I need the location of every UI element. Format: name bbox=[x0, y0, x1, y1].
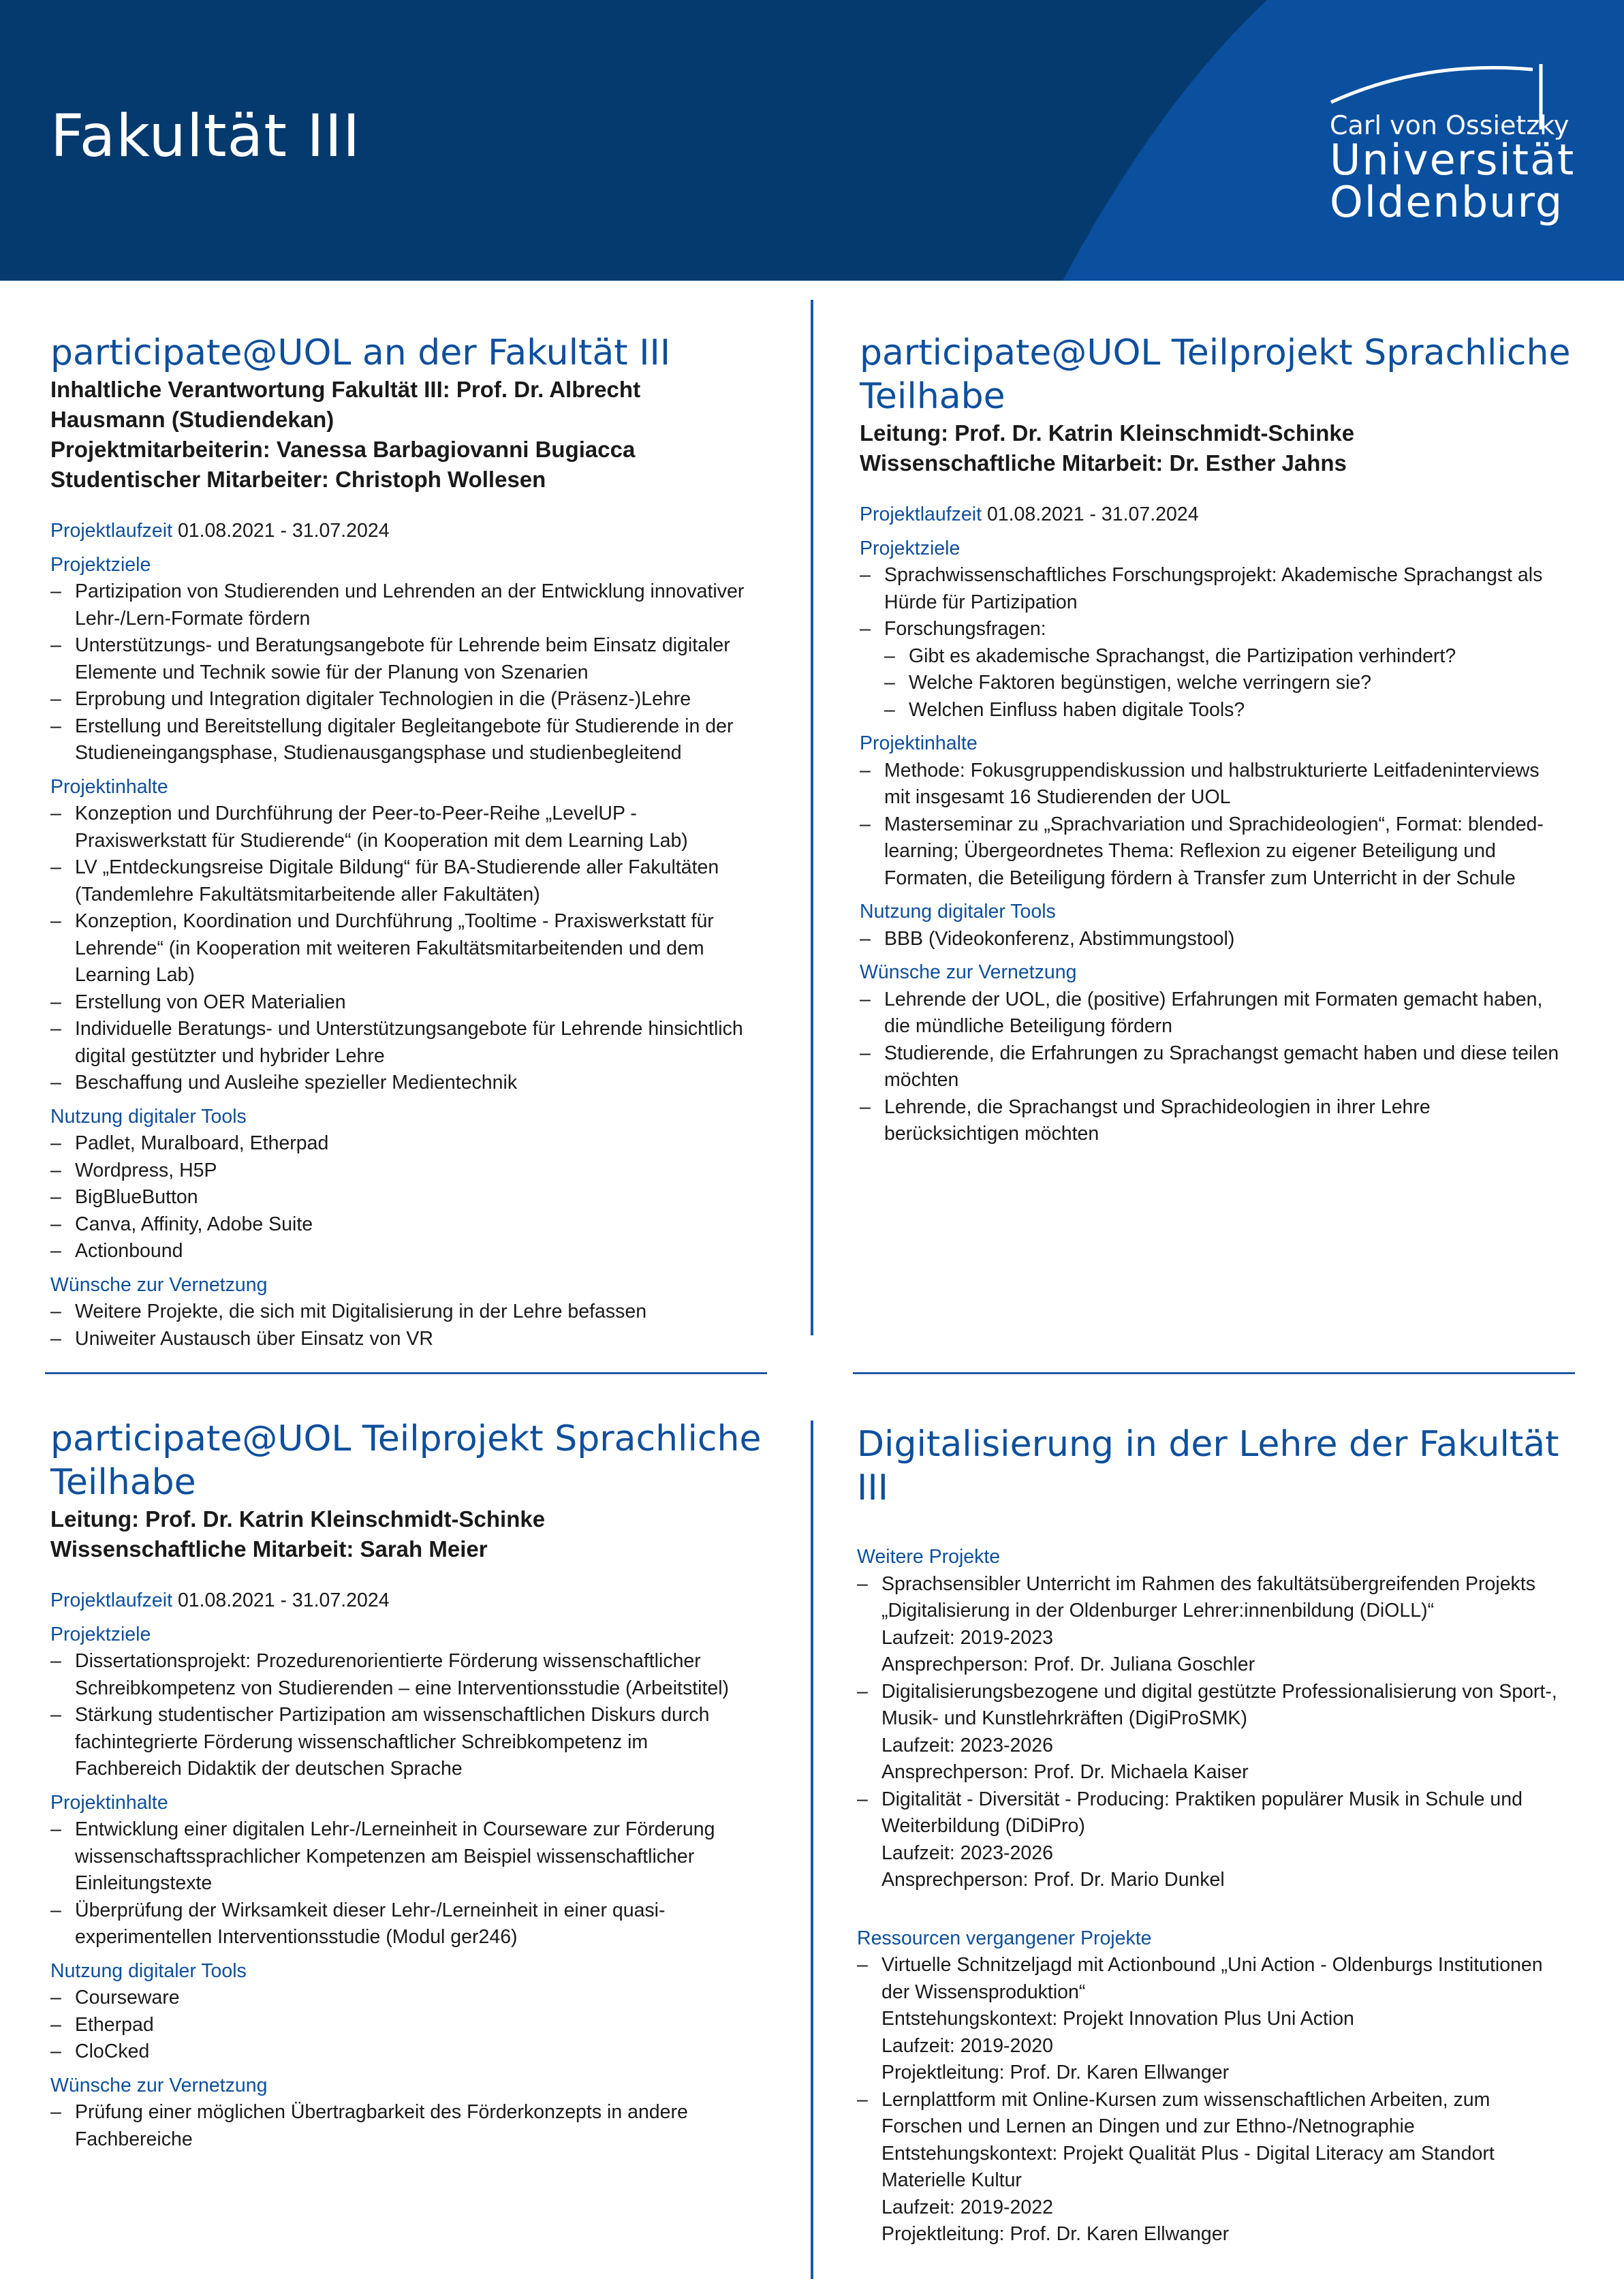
list-item: – Erprobung und Integration digitaler Technologien in die (Präsenz-)Lehre bbox=[50, 686, 779, 713]
section-heading: Projektziele bbox=[50, 1623, 151, 1645]
list-item: – Entwicklung einer digitalen Lehr-/Lerneinheit in Courseware zur Förderung wissenschaftssprachlicher Kompetenzen am Beispiel wissenschaftlicher Einleitungstexte bbox=[50, 1816, 779, 1897]
list-item: – Courseware bbox=[50, 1985, 779, 2012]
divider-horizontal-right bbox=[853, 1372, 1575, 1374]
bullet-list bbox=[857, 1952, 1599, 2248]
bullet-list bbox=[50, 1985, 779, 2066]
section-heading: Projektziele bbox=[50, 553, 151, 576]
logo-line-1: Carl von Ossietzky bbox=[1330, 110, 1570, 140]
bullet-list bbox=[50, 1299, 779, 1352]
section-heading: Nutzung digitaler Tools bbox=[50, 1105, 247, 1128]
meta-line: Projektmitarbeiterin: Vanessa Barbagiovanni Bugiacca bbox=[50, 437, 636, 462]
list-item: – Digitalität - Diversität - Producing: Praktiken populärer Musik in Schule und Weiterbildung (DiDiPro) Laufzeit: 2023-2026 Ansprechperson: Prof. Dr. Mario Dunkel bbox=[857, 1786, 1599, 1894]
list-item: – Forschungsfragen: bbox=[860, 616, 1595, 643]
panel-meta bbox=[860, 418, 1595, 478]
panel-participate-fakultaet bbox=[50, 331, 779, 1352]
logo-line-3: Oldenburg bbox=[1330, 177, 1564, 227]
meta-line: Leitung: Prof. Dr. Katrin Kleinschmidt-Schinke bbox=[860, 420, 1355, 446]
page-header bbox=[0, 0, 1624, 281]
runtime-label: Projektlaufzeit bbox=[50, 1589, 173, 1611]
bullet-list bbox=[50, 801, 779, 1097]
project-runtime bbox=[50, 518, 779, 545]
list-item: – Canva, Affinity, Adobe Suite bbox=[50, 1211, 779, 1239]
bullet-list bbox=[860, 562, 1595, 643]
panel-title: participate@UOL Teilprojekt Sprachliche Teilhabe bbox=[50, 1418, 762, 1503]
meta-line: Inhaltliche Verantwortung Fakultät III: Prof. Dr. Albrecht bbox=[50, 377, 641, 402]
panel-title: participate@UOL an der Fakultät III bbox=[50, 332, 671, 373]
section-heading: Projektinhalte bbox=[50, 1791, 168, 1814]
list-item: – LV „Entdeckungsreise Digitale Bildung“ für BA-Studierende aller Fakultäten (Tandemlehre Fakultätsmitarbeitende aller Fakultäten) bbox=[50, 854, 779, 908]
panel-digitalisierung bbox=[857, 1423, 1599, 2248]
list-item: – Uniweiter Austausch über Einsatz von VR bbox=[50, 1326, 779, 1353]
panel-teilprojekt-meier bbox=[50, 1417, 779, 2153]
bullet-list bbox=[50, 578, 779, 767]
bullet-list bbox=[860, 926, 1595, 953]
list-item: – Lehrende der UOL, die (positive) Erfahrungen mit Formaten gemacht haben, die mündliche Beteiligung fördern bbox=[860, 987, 1595, 1040]
section-heading: Weitere Projekte bbox=[857, 1546, 1001, 1568]
section-heading: Nutzung digitaler Tools bbox=[50, 1959, 247, 1982]
divider-vertical-bottom bbox=[811, 1421, 813, 2279]
list-item: – Lernplattform mit Online-Kursen zum wissenschaftlichen Arbeiten, zum Forschen und Lernen an Dingen und zur Ethno-/Netnographie Entstehungskontext: Projekt Qualität Plus - Digital Literacy am Standort Materielle Kultur Laufzeit: 2019-2022 Projektleitung: Prof. Dr. Karen Ellwanger bbox=[857, 2087, 1599, 2248]
section-heading: Wünsche zur Vernetzung bbox=[50, 1273, 268, 1296]
bullet-list bbox=[50, 1130, 779, 1265]
list-item: – Überprüfung der Wirksamkeit dieser Lehr-/Lerneinheit in einer quasi- experimentellen Interventionsstudie (Modul ger246) bbox=[50, 1897, 779, 1951]
list-item: – BigBlueButton bbox=[50, 1184, 779, 1211]
logo-line-2: Universität bbox=[1330, 135, 1576, 185]
list-item: – Erstellung von OER Materialien bbox=[50, 989, 779, 1017]
runtime-label: Projektlaufzeit bbox=[860, 503, 982, 525]
list-item: – Konzeption und Durchführung der Peer-to-Peer-Reihe „LevelUP - Praxiswerkstatt für Studierende“ (in Kooperation mit dem Learning Lab) bbox=[50, 801, 779, 854]
list-item: – Digitalisierungsbezogene und digital gestützte Professionalisierung von Sport-, Musik- und Kunstlehrkräften (DigiProSMK) Laufzeit: 2023-2026 Ansprechperson: Prof. Dr. Michaela Kaiser bbox=[857, 1679, 1599, 1786]
panel-title: participate@UOL Teilprojekt Sprachliche Teilhabe bbox=[860, 332, 1571, 417]
list-item: – Lehrende, die Sprachangst und Sprachideologien in ihrer Lehre berücksichtigen möchten bbox=[860, 1094, 1595, 1148]
list-item: – Beschaffung und Ausleihe spezieller Medientechnik bbox=[50, 1070, 779, 1097]
list-item: – Gibt es akademische Sprachangst, die Partizipation verhindert? bbox=[884, 643, 1595, 670]
list-item: – Erstellung und Bereitstellung digitaler Begleitangebote für Studierende in der Studieneingangsphase, Studienausgangsphase und studienbegleitend bbox=[50, 713, 779, 767]
runtime-value: 01.08.2021 - 31.07.2024 bbox=[986, 503, 1199, 525]
runtime-value: 01.08.2021 - 31.07.2024 bbox=[177, 1589, 390, 1611]
section-heading: Ressourcen vergangener Projekte bbox=[857, 1927, 1152, 1949]
list-item: – Konzeption, Koordination und Durchführung „Tooltime - Praxiswerkstatt für Lehrende“ (in Kooperation mit weiteren Fakultätsmitarbeitenden und dem Learning Lab) bbox=[50, 908, 779, 989]
list-item: – Weitere Projekte, die sich mit Digitalisierung in der Lehre befassen bbox=[50, 1299, 779, 1326]
section-heading: Nutzung digitaler Tools bbox=[860, 901, 1056, 922]
meta-line: Hausmann (Studiendekan) bbox=[50, 407, 334, 432]
section-heading: Wünsche zur Vernetzung bbox=[50, 2074, 268, 2096]
list-item: – Masterseminar zu „Sprachvariation und Sprachideologien“, Format: blended- learning; Übergeordnetes Thema: Reflexion zu eigener Beteiligung und Formaten, die Beteiligung fördern à Transfer zum Unterricht in der Schule bbox=[860, 811, 1595, 893]
list-item: – Wordpress, H5P bbox=[50, 1158, 779, 1185]
list-item: – Sprachwissenschaftliches Forschungsprojekt: Akademische Sprachangst als Hürde für Partizipation bbox=[860, 562, 1595, 616]
project-runtime bbox=[860, 501, 1595, 529]
list-item: – Actionbound bbox=[50, 1238, 779, 1265]
panel-meta bbox=[50, 375, 779, 495]
list-item: – Unterstützungs- und Beratungsangebote für Lehrende beim Einsatz digitaler Elemente und Technik sowie für der Planung von Szenarien bbox=[50, 632, 779, 686]
panel-teilprojekt-jahns bbox=[860, 331, 1595, 1148]
divider-vertical-top bbox=[811, 300, 813, 1335]
university-logo bbox=[1322, 61, 1576, 227]
section-heading: Wünsche zur Vernetzung bbox=[860, 961, 1077, 983]
list-item: – Stärkung studentischer Partizipation am wissenschaftlichen Diskurs durch fachintegrierte Förderung wissenschaftlicher Schreibkompetenz im Fachbereich Didaktik der deutschen Sprache bbox=[50, 1702, 779, 1783]
bullet-list bbox=[50, 1816, 779, 1951]
list-item: – Padlet, Muralboard, Etherpad bbox=[50, 1130, 779, 1158]
list-item: – Sprachsensibler Unterricht im Rahmen des fakultätsübergreifenden Projekts „Digitalisierung in der Oldenburger Lehrer:innenbildung (DiOLL)“ Laufzeit: 2019-2023 Ansprechperson: Prof. Dr. Juliana Goschler bbox=[857, 1571, 1599, 1679]
meta-line: Leitung: Prof. Dr. Katrin Kleinschmidt-Schinke bbox=[50, 1506, 546, 1532]
panel-meta bbox=[50, 1504, 779, 1564]
list-item: – Methode: Fokusgruppendiskussion und halbstrukturierte Leitfadeninterviews mit insgesamt 16 Studierenden der UOL bbox=[860, 758, 1595, 811]
runtime-value: 01.08.2021 - 31.07.2024 bbox=[177, 520, 390, 542]
list-item: – Welche Faktoren begünstigen, welche verringern sie? bbox=[884, 670, 1595, 697]
meta-line: Studentischer Mitarbeiter: Christoph Wollesen bbox=[50, 467, 546, 492]
faculty-title: Fakultät III bbox=[50, 102, 361, 170]
runtime-label: Projektlaufzeit bbox=[50, 520, 173, 542]
list-item: – CloCked bbox=[50, 2038, 779, 2066]
meta-line: Wissenschaftliche Mitarbeit: Sarah Meier bbox=[50, 1536, 488, 1562]
list-item: – Etherpad bbox=[50, 2012, 779, 2039]
list-item: – Virtuelle Schnitzeljagd mit Actionbound „Uni Action - Oldenburgs Institutionen der Wissensproduktion“ Entstehungskontext: Projekt Innovation Plus Uni Action Laufzeit: 2019-2020 Projektleitung: Prof. Dr. Karen Ellwanger bbox=[857, 1952, 1599, 2087]
list-item: – Prüfung einer möglichen Übertragbarkeit des Förderkonzepts in andere Fachbereiche bbox=[50, 2099, 779, 2153]
section-heading: Projektziele bbox=[860, 537, 961, 559]
list-item: – BBB (Videokonferenz, Abstimmungstool) bbox=[860, 926, 1595, 953]
sub-bullet-list bbox=[884, 643, 1595, 724]
panel-title: Digitalisierung in der Lehre der Fakultät III bbox=[857, 1424, 1559, 1508]
project-runtime bbox=[50, 1587, 779, 1615]
bullet-list bbox=[860, 758, 1595, 893]
bullet-list bbox=[50, 1648, 779, 1783]
list-item: – Dissertationsprojekt: Prozedurenorientierte Förderung wissenschaftlicher Schreibkompetenz von Studierenden – eine Interventionsstudie (Arbeitstitel) bbox=[50, 1648, 779, 1702]
bullet-list bbox=[860, 987, 1595, 1148]
bullet-list bbox=[857, 1571, 1599, 1894]
section-heading: Projektinhalte bbox=[50, 775, 168, 798]
list-item: – Individuelle Beratungs- und Unterstützungsangebote für Lehrende hinsichtlich digital gestützter und hybrider Lehre bbox=[50, 1016, 779, 1070]
section-heading: Projektinhalte bbox=[860, 732, 978, 754]
list-item: – Studierende, die Erfahrungen zu Sprachangst gemacht haben und diese teilen möchten bbox=[860, 1040, 1595, 1094]
divider-horizontal-left bbox=[45, 1372, 767, 1374]
meta-line: Wissenschaftliche Mitarbeit: Dr. Esther Jahns bbox=[860, 450, 1347, 476]
bullet-list bbox=[50, 2099, 779, 2153]
list-item: – Partizipation von Studierenden und Lehrenden an der Entwicklung innovativer Lehr-/Lern-Formate fördern bbox=[50, 578, 779, 632]
list-item: – Welchen Einfluss haben digitale Tools? bbox=[884, 697, 1595, 724]
